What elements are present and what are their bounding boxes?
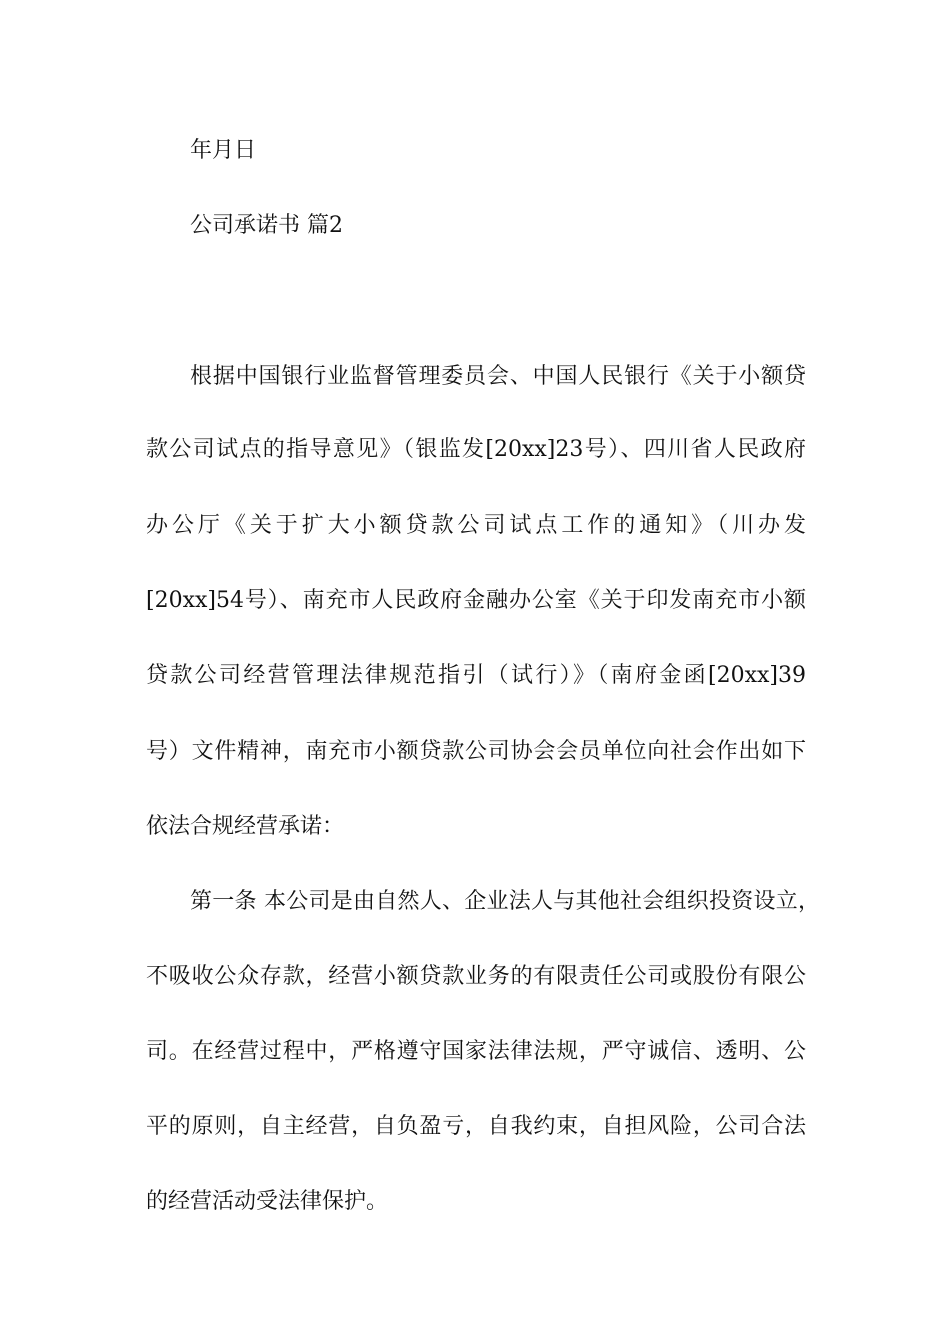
paragraph-2-line: 不吸收公众存款，经营小额贷款业务的有限责任公司或股份有限公 xyxy=(146,964,806,989)
paragraph-2-line: 司。在经营过程中，严格遵守国家法律法规，严守诚信、透明、公 xyxy=(146,1039,806,1064)
paragraph-2-line: 的经营活动受法律保护。 xyxy=(146,1189,389,1214)
paragraph-2-line: 平的原则，自主经营，自负盈亏，自我约束，自担风险，公司合法 xyxy=(146,1114,806,1139)
paragraph-1-line: 款公司试点的指导意见》（银监发[20xx]23号）、四川省人民政府 xyxy=(146,437,806,462)
section-title: 公司承诺书 篇2 xyxy=(190,213,343,238)
paragraph-1-line: 贷款公司经营管理法律规范指引（试行）》（南府金函[20xx]39 xyxy=(146,663,806,688)
paragraph-1-line: 根据中国银行业监督管理委员会、中国人民银行《关于小额贷 xyxy=(190,364,806,389)
date-line: 年月日 xyxy=(190,138,257,163)
paragraph-1-line: [20xx]54号）、南充市人民政府金融办公室《关于印发南充市小额 xyxy=(146,588,806,613)
paragraph-1-line: 号）文件精神，南充市小额贷款公司协会会员单位向社会作出如下 xyxy=(146,739,806,764)
paragraph-1-line: 依法合规经营承诺： xyxy=(146,814,345,839)
paragraph-1-line: 办公厅《关于扩大小额贷款公司试点工作的通知》（川办发 xyxy=(146,513,806,538)
paragraph-2-line: 第一条 本公司是由自然人、企业法人与其他社会组织投资设立， xyxy=(190,889,820,914)
